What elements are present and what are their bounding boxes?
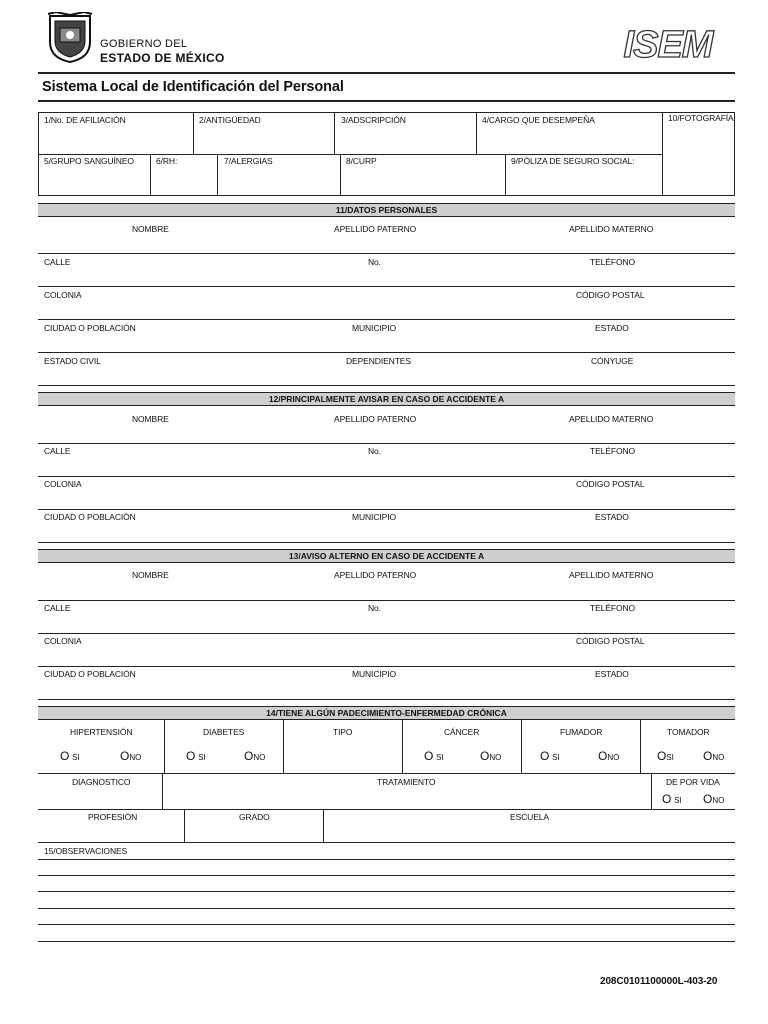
cancer-label: CÁNCER	[444, 727, 480, 737]
hipertension-label: HIPERTENSIÓN	[70, 727, 133, 737]
diabetes-si-radio[interactable]: O SI	[186, 749, 206, 763]
tipo-label: TIPO	[333, 727, 353, 737]
grid-div	[340, 154, 341, 196]
row-line	[38, 443, 735, 444]
telefono-label: TELÉFONO	[590, 257, 636, 267]
grid-div	[505, 154, 506, 196]
adscripcion-label: 3/ADSCRIPCIÓN	[341, 115, 406, 125]
grid-div	[164, 720, 165, 773]
apellido-materno-label: APELLIDO MATERNO	[569, 414, 654, 424]
grid-div	[150, 154, 151, 196]
grid-div	[640, 720, 641, 773]
numero-label: No.	[368, 446, 381, 456]
row-line	[38, 809, 735, 810]
section-13-header: 13/AVISO ALTERNO EN CASO DE ACCIDENTE A	[38, 549, 735, 563]
section-11-header: 11/DATOS PERSONALES	[38, 203, 735, 217]
por-vida-no-radio[interactable]: ONO	[703, 792, 725, 806]
nombre-label: NOMBRE	[132, 570, 169, 580]
grid-div	[521, 720, 522, 773]
colonia-label: COLONIA	[44, 636, 82, 646]
row-line	[38, 842, 735, 843]
fotografia-label: 10/FOTOGRAFÍA	[668, 113, 734, 123]
tomador-si-radio[interactable]: OSI	[657, 749, 674, 763]
grid-div	[162, 773, 163, 809]
afiliacion-label: 1/No. DE AFILIACIÓN	[44, 115, 126, 125]
observaciones-line[interactable]	[38, 859, 735, 860]
colonia-label: COLONIA	[44, 479, 82, 489]
por-vida-si-radio[interactable]: O SI	[662, 792, 682, 806]
apellido-paterno-label: APELLIDO PATERNO	[334, 414, 417, 424]
codigo-postal-label: CÓDIGO POSTAL	[576, 290, 645, 300]
row-line	[38, 476, 735, 477]
municipio-label: MUNICIPIO	[352, 669, 396, 679]
row-line	[38, 666, 735, 667]
ciudad-label: CIUDAD O POBLACIÓN	[44, 323, 136, 333]
diabetes-label: DIABETES	[203, 727, 245, 737]
diabetes-no-radio[interactable]: ONO	[244, 749, 266, 763]
diagnostico-label: DIAGNOSTICO	[72, 777, 131, 787]
grid-left-edge	[38, 112, 39, 196]
ciudad-label: CIUDAD O POBLACIÓN	[44, 669, 136, 679]
grid-div	[283, 720, 284, 773]
escuela-label: ESCUELA	[510, 812, 549, 822]
de-por-vida-label: DE POR VIDA	[666, 777, 720, 787]
calle-label: CALLE	[44, 446, 71, 456]
grid-top-line	[38, 112, 662, 113]
grid-div	[651, 773, 652, 809]
form-code: 208C0101100000L-403-20	[600, 976, 718, 987]
row-line	[38, 385, 735, 386]
telefono-label: TELÉFONO	[590, 603, 636, 613]
row-line	[38, 509, 735, 510]
fumador-label: FUMADOR	[560, 727, 603, 737]
svg-text:ISEM: ISEM	[623, 24, 713, 64]
grid-div	[193, 112, 194, 154]
observaciones-line[interactable]	[38, 941, 735, 942]
isem-logo	[612, 24, 724, 64]
section-12-header: 12/PRINCIPALMENTE AVISAR EN CASO DE ACCIDENTE A	[38, 392, 735, 406]
gov-line-1: GOBIERNO DEL	[100, 38, 188, 50]
fumador-no-radio[interactable]: ONO	[598, 749, 620, 763]
row-line	[38, 542, 735, 543]
municipio-label: MUNICIPIO	[352, 512, 396, 522]
title-rule	[38, 100, 735, 102]
telefono-label: TELÉFONO	[590, 446, 636, 456]
grid-mid-line	[38, 154, 662, 155]
row-line	[38, 773, 735, 774]
row-line	[38, 352, 735, 353]
row-line	[38, 600, 735, 601]
row-line	[38, 253, 735, 254]
hipertension-si-radio[interactable]: O SI	[60, 749, 80, 763]
estado-label: ESTADO	[595, 512, 629, 522]
grid-bottom-line	[38, 195, 735, 196]
nombre-label: NOMBRE	[132, 224, 169, 234]
dependientes-label: DEPENDIENTES	[346, 356, 411, 366]
observaciones-line[interactable]	[38, 908, 735, 909]
grid-div	[323, 809, 324, 843]
antiguedad-label: 2/ANTIGÜEDAD	[199, 115, 261, 125]
section-14-header: 14/TIENE ALGÚN PADECIMIENTO-ENFERMEDAD CRÓNICA	[38, 706, 735, 720]
apellido-materno-label: APELLIDO MATERNO	[569, 224, 654, 234]
cancer-si-radio[interactable]: O SI	[424, 749, 444, 763]
grupo-label: 5/GRUPO SANGUÍNEO	[44, 156, 134, 166]
grid-div	[184, 809, 185, 843]
state-seal-logo	[46, 12, 94, 64]
apellido-materno-label: APELLIDO MATERNO	[569, 570, 654, 580]
codigo-postal-label: CÓDIGO POSTAL	[576, 479, 645, 489]
poliza-label: 9/PÓLIZA DE SEGURO SOCIAL:	[511, 156, 635, 166]
cargo-label: 4/CARGO QUE DESEMPEÑA	[482, 115, 595, 125]
grid-div	[402, 720, 403, 773]
curp-label: 8/CURP	[346, 156, 377, 166]
calle-label: CALLE	[44, 603, 71, 613]
estado-label: ESTADO	[595, 323, 629, 333]
gov-line-2: ESTADO DE MÉXICO	[100, 51, 225, 65]
profesion-label: PROFESIÓN	[88, 812, 138, 822]
observaciones-line[interactable]	[38, 891, 735, 892]
photo-box	[662, 112, 735, 196]
header-rule	[38, 72, 735, 74]
codigo-postal-label: CÓDIGO POSTAL	[576, 636, 645, 646]
estado-civil-label: ESTADO CIVIL	[44, 356, 101, 366]
row-line	[38, 319, 735, 320]
conyuge-label: CÓNYUGE	[591, 356, 634, 366]
rh-label: 6/RH:	[156, 156, 178, 166]
calle-label: CALLE	[44, 257, 71, 267]
page-title: Sistema Local de Identificación del Personal	[42, 79, 344, 95]
nombre-label: NOMBRE	[132, 414, 169, 424]
row-line	[38, 286, 735, 287]
fumador-si-radio[interactable]: O SI	[540, 749, 560, 763]
observaciones-label: 15/OBSERVACIONES	[44, 846, 128, 856]
ciudad-label: CIUDAD O POBLACIÓN	[44, 512, 136, 522]
observaciones-line[interactable]	[38, 924, 735, 925]
tomador-no-radio[interactable]: ONO	[703, 749, 725, 763]
cancer-no-radio[interactable]: ONO	[480, 749, 502, 763]
grado-label: GRADO	[239, 812, 270, 822]
row-line	[38, 699, 735, 700]
numero-label: No.	[368, 603, 381, 613]
hipertension-no-radio[interactable]: ONO	[120, 749, 142, 763]
grid-div	[217, 154, 218, 196]
observaciones-line[interactable]	[38, 875, 735, 876]
municipio-label: MUNICIPIO	[352, 323, 396, 333]
apellido-paterno-label: APELLIDO PATERNO	[334, 570, 417, 580]
row-line	[38, 633, 735, 634]
tomador-label: TOMADOR	[667, 727, 710, 737]
alergias-label: 7/ALERGIAS	[224, 156, 273, 166]
grid-div	[334, 112, 335, 154]
grid-div	[476, 112, 477, 154]
tratamiento-label: TRATAMIENTO	[377, 777, 436, 787]
colonia-label: COLONIA	[44, 290, 82, 300]
estado-label: ESTADO	[595, 669, 629, 679]
apellido-paterno-label: APELLIDO PATERNO	[334, 224, 417, 234]
numero-label: No.	[368, 257, 381, 267]
